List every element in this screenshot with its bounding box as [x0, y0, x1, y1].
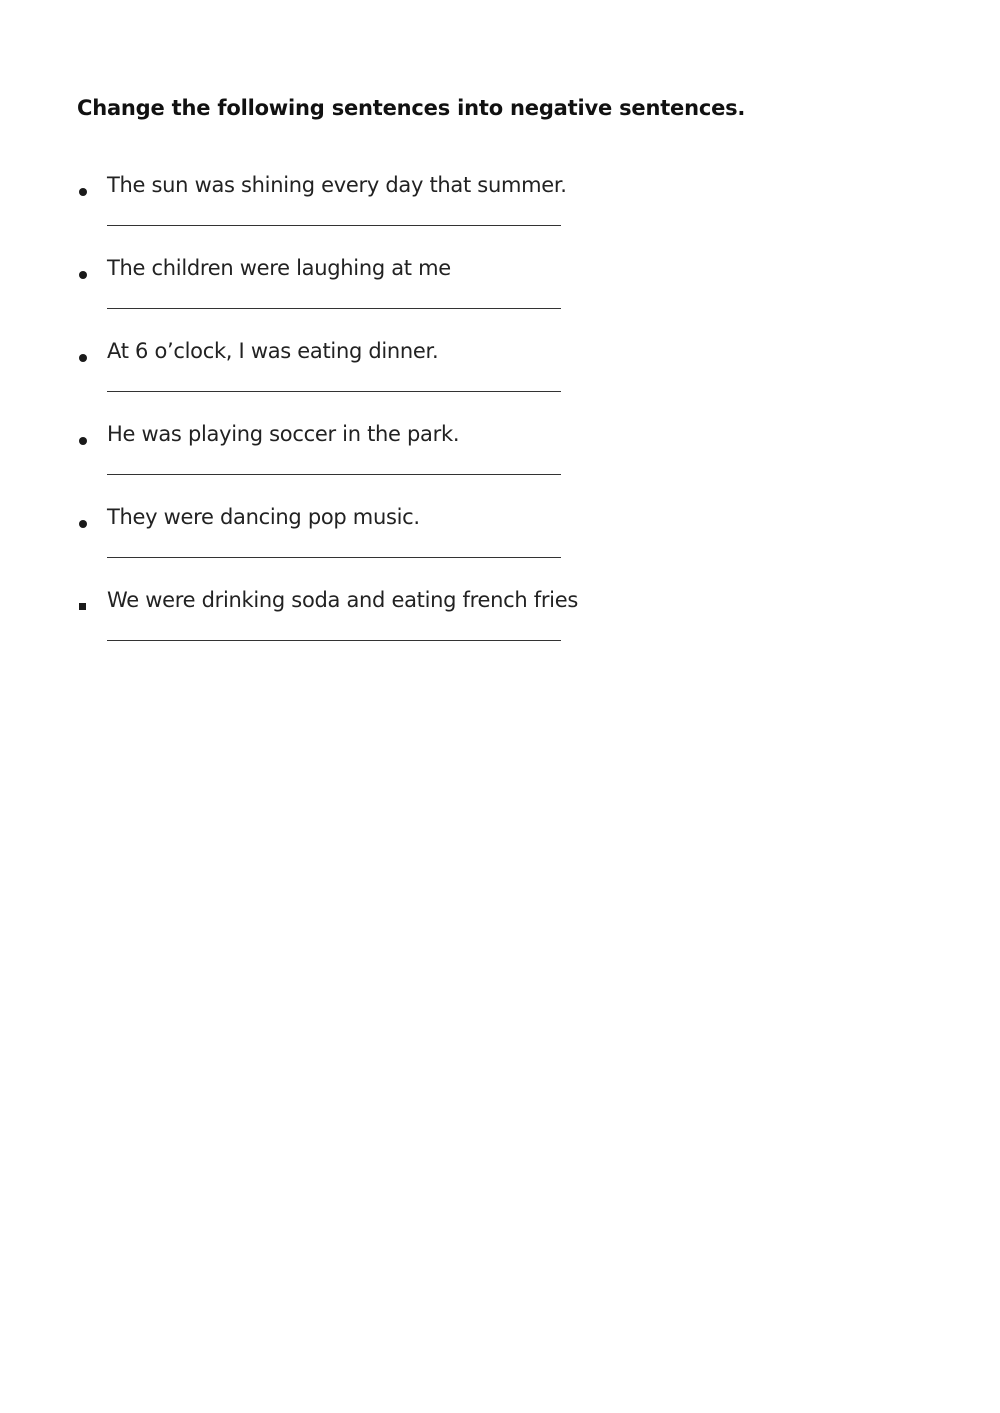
list-item [0, 175, 1000, 258]
bullet-dot-icon [79, 188, 87, 196]
instruction-heading: Change the following sentences into negative sentences. [77, 96, 746, 120]
list-item [0, 258, 1000, 341]
answer-line[interactable] [107, 391, 561, 392]
bullet-square-icon [79, 603, 86, 610]
sentence-text: They were dancing pop music. [107, 505, 420, 529]
list-item [0, 341, 1000, 424]
list-item [0, 424, 1000, 507]
bullet-dot-icon [79, 271, 87, 279]
sentence-text: He was playing soccer in the park. [107, 422, 460, 446]
answer-line[interactable] [107, 640, 561, 641]
sentence-text: The children were laughing at me [107, 256, 451, 280]
sentence-text: The sun was shining every day that summer. [107, 173, 567, 197]
answer-line[interactable] [107, 474, 561, 475]
list-item [0, 507, 1000, 590]
answer-line[interactable] [107, 308, 561, 309]
bullet-dot-icon [79, 354, 87, 362]
list-item [0, 590, 1000, 673]
sentence-text: We were drinking soda and eating french fries [107, 588, 578, 612]
sentence-text: At 6 o’clock, I was eating dinner. [107, 339, 439, 363]
bullet-dot-icon [79, 437, 87, 445]
answer-line[interactable] [107, 557, 561, 558]
bullet-dot-icon [79, 520, 87, 528]
answer-line[interactable] [107, 225, 561, 226]
